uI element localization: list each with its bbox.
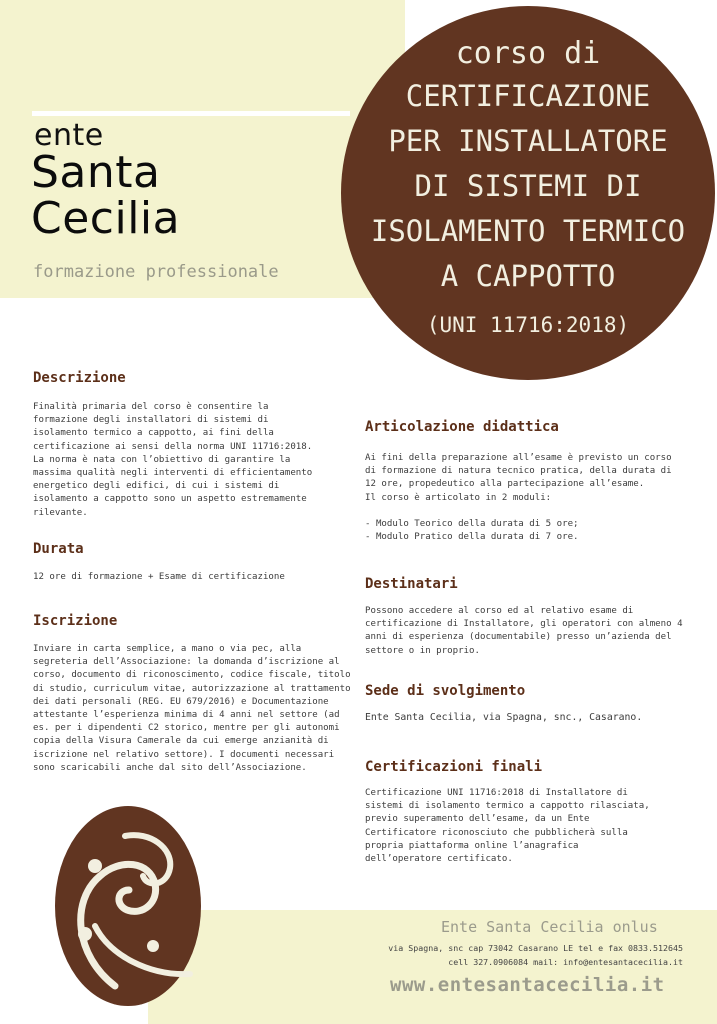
- footer-address-line2: cell 327.0906084 mail: info@entesantacecilia.it: [448, 956, 683, 967]
- text-certificazioni: Certificazione UNI 11716:2018 di Installatore di sistemi di isolamento termico a cappotto rilasciata, previo superamento dell’esame, da un Ente Certificatore riconosciuto che pubblicherà sulla propria piattaforma online l’anagrafica dell’operatore certificato.: [365, 788, 650, 865]
- title-line-3: DI SISTEMI DI: [414, 169, 642, 203]
- logo-ente-text: ente: [34, 118, 104, 153]
- title-line-2: PER INSTALLATORE: [388, 124, 668, 158]
- treble-clef-logo-icon: [55, 806, 201, 1006]
- footer-address-line1: via Spagna, snc cap 73042 Casarano LE tel e fax 0833.512645: [388, 943, 683, 953]
- footer-website-link[interactable]: www.entesantacecilia.it: [390, 974, 665, 996]
- logo-name-line1: Santa: [31, 147, 161, 198]
- footer-address: [343, 942, 683, 969]
- course-title: [341, 34, 715, 345]
- logo-name: [31, 147, 181, 244]
- heading-durata: Durata: [33, 541, 84, 557]
- text-destinatari: Possono accedere al corso ed al relativo esame di certificazione di Installatore, gli operatori con almeno 4 anni di esperienza (documentabile) presso un’azienda del settore o in proprio.: [365, 606, 683, 656]
- heading-certificazioni: Certificazioni finali: [365, 759, 543, 775]
- text-articolazione: Ai fini della preparazione all’esame è previsto un corso di formazione di natura tecnico pratica, della durata di 12 ore, propedeutico alla partecipazione all’esame. Il corso è articolato in 2 moduli: - Modulo Teorico della durata di 5 ore; - Modulo Pratico della durata di 7 ore.: [365, 453, 672, 543]
- title-line-1: CERTIFICAZIONE: [405, 79, 651, 113]
- heading-articolazione: Articolazione didattica: [365, 419, 559, 435]
- logo-tagline: formazione professionale: [33, 262, 279, 282]
- text-durata: 12 ore di formazione + Esame di certificazione: [33, 572, 285, 582]
- title-line-5: A CAPPOTTO: [440, 259, 616, 293]
- heading-destinatari: Destinatari: [365, 576, 458, 592]
- heading-sede: Sede di svolgimento: [365, 683, 526, 699]
- logo-name-line2: Cecilia: [31, 193, 181, 244]
- text-iscrizione: Inviare in carta semplice, a mano o via pec, alla segreteria dell’Associazione: la domanda d’iscrizione al corso, documento di riconoscimento, codice fiscale, titolo di studio, curriculum vitae, autorizzazione al trattamento dei dati personali (REG. EU 679/2016) e Documentazione attestante l’esperienza minima di 4 anni nel settore (ad es. per i dipendenti C2 storico, mentre per gli autonomi copia della Visura Camerale da cui emerge anzianità di iscrizione nel relativo settore). I documenti necessari sono scaricabili anche dal sito dell’Associazione.: [33, 644, 351, 773]
- header-divider: [32, 111, 350, 116]
- title-pre: corso di: [455, 36, 601, 71]
- footer-org-name: Ente Santa Cecilia onlus: [441, 918, 658, 936]
- title-line-4: ISOLAMENTO TERMICO: [370, 214, 686, 248]
- title-norm: (UNI 11716:2018): [426, 313, 630, 337]
- text-descrizione: Finalità primaria del corso è consentire la formazione degli installatori di sistemi di isolamento termico a cappotto, ai fini della certificazione ai sensi della norma UNI 11716:2018. La norma è nata con l’obiettivo di garantire la massima qualità negli interventi di efficientamento energetico degli edifici, di cui i sistemi di isolamento a cappotto sono un aspetto estremamente rilevante.: [33, 402, 313, 518]
- heading-descrizione: Descrizione: [33, 370, 126, 386]
- heading-iscrizione: Iscrizione: [33, 613, 118, 629]
- text-sede: Ente Santa Cecilia, via Spagna, snc., Casarano.: [365, 712, 643, 723]
